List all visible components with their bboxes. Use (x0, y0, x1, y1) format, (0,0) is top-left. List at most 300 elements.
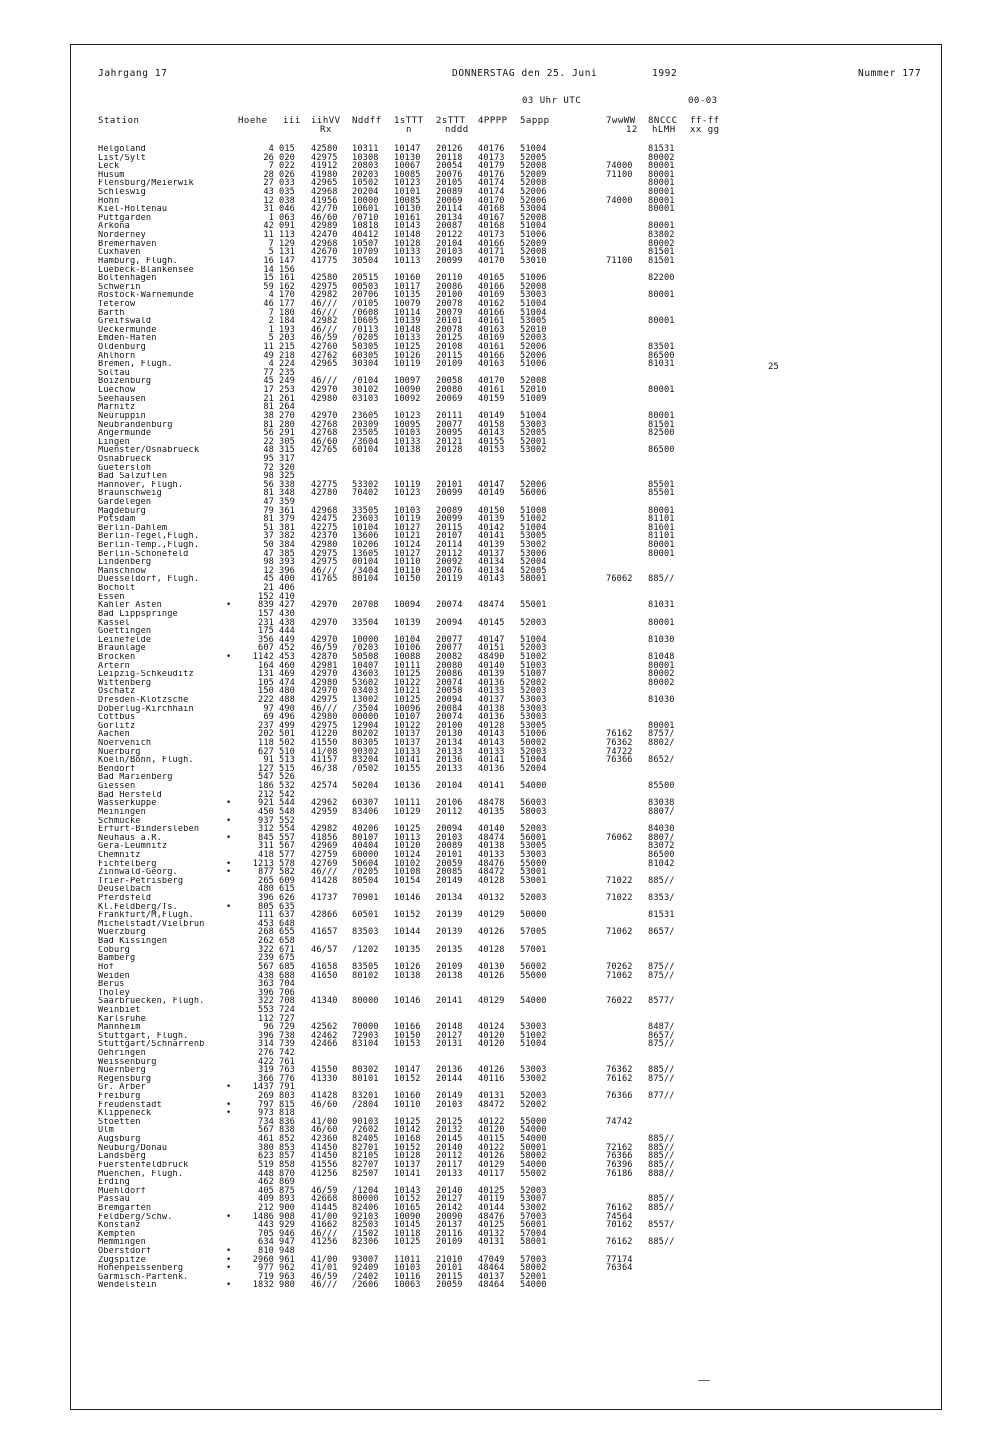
group-5appp: 57003 (520, 1254, 547, 1265)
group-8nccc: 8487/ (648, 1022, 675, 1033)
station-index: 706 (279, 987, 295, 998)
group-nddff: 82503 (352, 1220, 379, 1231)
group-5appp: 52009 (520, 169, 547, 180)
station-name: Erding (98, 1178, 130, 1187)
group-nddff: 80302 (352, 1065, 379, 1076)
group-7wwww: 74722 (606, 746, 633, 757)
station-name: Gardelegen (98, 497, 152, 507)
station-height: 118 (258, 738, 274, 749)
station-height: 157 (258, 608, 274, 619)
station-height: 175 (258, 626, 274, 637)
group-5appp: 53003 (520, 419, 547, 430)
group-2sttt: 20058 (436, 376, 463, 387)
group-8nccc: 8353/ (648, 893, 675, 904)
group-nddff: 40404 (352, 841, 379, 852)
group-ihvv: 41340 (311, 996, 338, 1007)
station-height: 97 (263, 703, 274, 714)
group-nddff: /0104 (352, 376, 379, 387)
station-height: 805 (258, 901, 274, 912)
group-4pppp: 40142 (478, 522, 505, 533)
table-row (98, 395, 778, 404)
group-ihvv: 42982 (311, 290, 338, 301)
group-4pppp: 40170 (478, 195, 505, 206)
group-nddff: 90103 (352, 1116, 379, 1127)
group-8nccc: 85500 (648, 781, 675, 792)
group-8nccc: 80002 (648, 152, 675, 163)
group-ihvv: 42989 (311, 221, 338, 232)
group-5appp: 55000 (520, 970, 547, 981)
col-c1: iihVV (311, 116, 341, 126)
station-index: 893 (279, 1194, 295, 1205)
station-name: Nuerburg (98, 747, 141, 757)
group-ihvv: 46/59 (311, 1271, 338, 1282)
station-height: 262 (258, 936, 274, 947)
station-name: Klippeneck (98, 1109, 152, 1118)
group-1sttt: 10063 (394, 1280, 421, 1291)
station-height: 27 (263, 178, 274, 189)
group-7wwww: 76162 (606, 1202, 633, 1213)
station-index: 348 (279, 488, 295, 499)
group-2sttt: 20133 (436, 763, 463, 774)
group-2sttt: 20086 (436, 669, 463, 680)
mountain-marker: • (226, 1108, 232, 1119)
group-2sttt: 20109 (436, 359, 463, 370)
group-4pppp: 48464 (478, 1263, 505, 1274)
group-1sttt: 10160 (394, 273, 421, 284)
station-index: 325 (279, 471, 295, 482)
station-index: 852 (279, 1134, 295, 1145)
station-name: Oschatz (98, 687, 136, 697)
station-index: 261 (279, 393, 295, 404)
group-nddff: 50204 (352, 781, 379, 792)
col-c5: 4PPPP (478, 116, 508, 126)
group-1sttt: 10103 (394, 1263, 421, 1274)
group-8nccc: 875// (648, 970, 675, 981)
group-nddff: 20708 (352, 600, 379, 611)
group-ihvv: 41765 (311, 574, 338, 585)
group-4pppp: 40174 (478, 187, 505, 198)
group-4pppp: 40168 (478, 204, 505, 215)
station-height: 845 (258, 832, 274, 843)
group-8nccc: 80001 (648, 617, 675, 628)
group-2sttt: 20103 (436, 832, 463, 843)
group-ihvv: 46/// (311, 298, 338, 309)
station-height: 98 (263, 557, 274, 568)
station-name: Bad Lippspringe (98, 609, 178, 619)
station-index: 452 (279, 643, 295, 654)
group-2sttt: 20111 (436, 410, 463, 421)
station-height: 5 (268, 247, 274, 258)
group-nddff: 10206 (352, 540, 379, 551)
station-index: 858 (279, 1159, 295, 1170)
group-8nccc: 888// (648, 1168, 675, 1179)
group-5appp: 57005 (520, 927, 547, 938)
col-c2: Nddff (352, 116, 382, 126)
group-5appp: 52004 (520, 557, 547, 568)
station-index: 567 (279, 841, 295, 852)
group-1sttt: 10079 (394, 298, 421, 309)
group-4pppp: 40131 (478, 1237, 505, 1248)
station-index: 091 (279, 221, 295, 232)
table-row (98, 782, 778, 791)
group-5appp: 51004 (520, 307, 547, 318)
station-name: Feldberg/Schw. (98, 1212, 173, 1222)
station-index: 235 (279, 367, 295, 378)
group-2sttt: 20112 (436, 548, 463, 559)
group-ihvv: 46/59 (311, 643, 338, 654)
station-index: 510 (279, 746, 295, 757)
station-index: 980 (279, 1280, 295, 1291)
group-nddff: 10308 (352, 152, 379, 163)
group-1sttt: 10123 (394, 178, 421, 189)
station-name: Chemnitz (98, 850, 141, 860)
station-index: 338 (279, 479, 295, 490)
station-index: 857 (279, 1151, 295, 1162)
station-index: 460 (279, 660, 295, 671)
group-1sttt: 10128 (394, 1151, 421, 1162)
group-5appp: 55001 (520, 600, 547, 611)
col-c6: 5appp (520, 116, 550, 126)
group-1sttt: 10143 (394, 221, 421, 232)
group-5appp: 51008 (520, 505, 547, 516)
station-name: Bremerhaven (98, 239, 157, 249)
group-nddff: 00000 (352, 712, 379, 723)
station-height: 15 (263, 273, 274, 284)
station-index: 022 (279, 161, 295, 172)
group-8nccc: 80001 (648, 204, 675, 215)
station-index: 544 (279, 798, 295, 809)
col-c7: 7wwWW (606, 116, 636, 126)
group-4pppp: 48474 (478, 600, 505, 611)
group-nddff: 60501 (352, 910, 379, 921)
station-height: 396 (258, 893, 274, 904)
group-4pppp: 40173 (478, 152, 505, 163)
group-2sttt: 20128 (436, 445, 463, 456)
group-4pppp: 40122 (478, 1116, 505, 1127)
group-1sttt: 10126 (394, 961, 421, 972)
station-height: 38 (263, 410, 274, 421)
station-name: Bad Kissingen (98, 937, 168, 946)
report-year: 1992 (652, 68, 678, 79)
station-height: 14 (263, 264, 274, 275)
station-index: 724 (279, 1004, 295, 1015)
group-1sttt: 10133 (394, 247, 421, 258)
group-4pppp: 40166 (478, 307, 505, 318)
group-2sttt: 20144 (436, 1073, 463, 1084)
group-nddff: 83503 (352, 927, 379, 938)
group-5appp: 54000 (520, 1134, 547, 1145)
group-5appp: 52008 (520, 376, 547, 387)
group-1sttt: 10108 (394, 867, 421, 878)
station-height: 56 (263, 428, 274, 439)
station-height: 11 (263, 342, 274, 353)
group-4pppp: 40144 (478, 1202, 505, 1213)
station-name: Görlitz (98, 721, 136, 731)
station-name: Hohn (98, 196, 120, 206)
group-1sttt: 10136 (394, 781, 421, 792)
group-5appp: 53002 (520, 1073, 547, 1084)
group-8nccc: 86500 (648, 849, 675, 860)
group-2sttt: 20074 (436, 600, 463, 611)
group-1sttt: 10165 (394, 1202, 421, 1213)
group-4pppp: 40138 (478, 703, 505, 714)
group-1sttt: 10141 (394, 755, 421, 766)
station-index: 381 (279, 522, 295, 533)
group-nddff: 80305 (352, 738, 379, 749)
station-height: 26 (263, 152, 274, 163)
station-height: 91 (263, 755, 274, 766)
station-name: Manschnow (98, 566, 146, 576)
station-height: 312 (258, 824, 274, 835)
group-1sttt: 10147 (394, 1065, 421, 1076)
group-5appp: 52003 (520, 686, 547, 697)
group-nddff: 82306 (352, 1237, 379, 1248)
station-height: 314 (258, 1039, 274, 1050)
station-height: 222 (258, 695, 274, 705)
group-nddff: 82707 (352, 1159, 379, 1170)
group-2sttt: 20115 (436, 350, 463, 361)
group-5appp: 50000 (520, 910, 547, 921)
station-name: Hannover, Flugh. (98, 480, 184, 490)
group-nddff: 83204 (352, 755, 379, 766)
group-nddff: 43603 (352, 669, 379, 680)
group-2sttt: 20082 (436, 651, 463, 662)
group-8nccc: 80001 (648, 169, 675, 180)
group-2sttt: 20140 (436, 1185, 463, 1196)
group-nddff: /1502 (352, 1228, 379, 1239)
station-index: 449 (279, 634, 295, 645)
group-4pppp: 40167 (478, 212, 505, 223)
station-index: 020 (279, 152, 295, 163)
station-table (98, 145, 778, 1290)
group-2sttt: 20076 (436, 169, 463, 180)
group-8nccc: 83501 (648, 342, 675, 353)
group-5appp: 53002 (520, 1202, 547, 1213)
station-index: 170 (279, 290, 295, 301)
group-nddff: 10502 (352, 178, 379, 189)
group-7wwww: 71022 (606, 893, 633, 904)
group-4pppp: 40122 (478, 1142, 505, 1153)
station-name: Frankfurt/M,Flugh. (98, 911, 194, 920)
station-name: Regensburg (98, 1074, 152, 1084)
table-row (98, 257, 778, 266)
station-height: 81 (263, 514, 274, 525)
station-name: Cuxhaven (98, 248, 141, 257)
station-index: 410 (279, 591, 295, 602)
station-name: Ueckermünde (98, 325, 157, 335)
group-4pppp: 40161 (478, 385, 505, 396)
group-nddff: 83104 (352, 1039, 379, 1050)
group-2sttt: 20078 (436, 298, 463, 309)
station-name: Hohenpeissenberg (98, 1264, 184, 1273)
group-nddff: 10000 (352, 195, 379, 206)
station-name: Magdeburg (98, 506, 146, 516)
group-5appp: 51004 (520, 144, 547, 154)
group-ihvv: 41428 (311, 1091, 338, 1102)
group-2sttt: 20136 (436, 1065, 463, 1076)
group-5appp: 52008 (520, 281, 547, 292)
group-1sttt: 10153 (394, 1039, 421, 1050)
group-4pppp: 40168 (478, 221, 505, 232)
group-ihvv: 42670 (311, 247, 338, 258)
station-height: 877 (258, 867, 274, 878)
group-nddff: 70000 (352, 1022, 379, 1033)
station-height: 1213 (252, 858, 274, 869)
group-ihvv: 42/70 (311, 204, 338, 215)
mountain-marker: • (226, 1211, 232, 1222)
group-7wwww: 76162 (606, 1073, 633, 1084)
table-row (98, 1040, 778, 1049)
group-1sttt: 10088 (394, 651, 421, 662)
group-1sttt: 10130 (394, 152, 421, 163)
station-name: Essen (98, 592, 125, 602)
group-4pppp: 40133 (478, 686, 505, 697)
group-8nccc: 80001 (648, 410, 675, 421)
issue-number: Nummer 177 (858, 68, 922, 79)
group-4pppp: 40134 (478, 557, 505, 568)
group-4pppp: 40136 (478, 677, 505, 688)
station-name: List/Sylt (98, 153, 146, 163)
group-8nccc: 80002 (648, 669, 675, 680)
group-5appp: 51002 (520, 514, 547, 525)
group-2sttt: 20141 (436, 996, 463, 1007)
group-5appp: 53005 (520, 531, 547, 542)
group-4pppp: 40166 (478, 350, 505, 361)
station-index: 671 (279, 944, 295, 955)
group-ihvv: 41662 (311, 1220, 338, 1231)
group-4pppp: 40131 (478, 1091, 505, 1102)
mountain-marker: • (226, 798, 232, 809)
group-2sttt: 20054 (436, 161, 463, 172)
group-ihvv: 42982 (311, 824, 338, 835)
group-8nccc: 80002 (648, 677, 675, 688)
station-index: 688 (279, 970, 295, 981)
station-name: Luechow (98, 386, 136, 395)
station-name: Neubrandenburg (98, 420, 173, 430)
group-1sttt: 10154 (394, 875, 421, 886)
group-1sttt: 10103 (394, 428, 421, 439)
station-height: 131 (258, 669, 274, 680)
group-nddff: 72903 (352, 1030, 379, 1041)
group-1sttt: 10127 (394, 548, 421, 559)
station-height: 212 (258, 1202, 274, 1213)
group-1sttt: 10138 (394, 445, 421, 456)
group-2sttt: 20058 (436, 686, 463, 697)
station-name: Dresden-Klotzsche (98, 696, 189, 705)
station-index: 280 (279, 419, 295, 430)
station-name: Saarbruecken, Flugh. (98, 997, 205, 1006)
group-5appp: 52006 (520, 187, 547, 198)
group-1sttt: 10119 (394, 479, 421, 490)
station-name: Doberlug-Kirchhain (98, 704, 194, 714)
group-4pppp: 40116 (478, 1073, 505, 1084)
group-5appp: 54000 (520, 781, 547, 792)
group-nddff: 20803 (352, 161, 379, 172)
group-1sttt: 10096 (394, 703, 421, 714)
station-index: 063 (279, 212, 295, 223)
station-height: 1486 (252, 1211, 274, 1222)
station-height: 4 (268, 359, 274, 370)
station-index: 161 (279, 273, 295, 284)
group-2sttt: 20118 (436, 152, 463, 163)
group-1sttt: 10111 (394, 798, 421, 809)
station-height: 164 (258, 660, 274, 671)
station-index: 648 (279, 918, 295, 929)
group-4pppp: 40179 (478, 161, 505, 172)
group-1sttt: 10146 (394, 996, 421, 1007)
group-ihvv: 42982 (311, 316, 338, 327)
col-c3-sub: n (406, 125, 412, 135)
table-row (98, 894, 778, 903)
group-4pppp: 40155 (478, 436, 505, 447)
group-nddff: 82405 (352, 1134, 379, 1145)
station-height: 127 (258, 763, 274, 774)
station-height: 98 (263, 471, 274, 482)
group-ihvv: 42968 (311, 505, 338, 516)
station-name: Freudenstadt (98, 1100, 162, 1110)
station-index: 393 (279, 557, 295, 568)
station-index: 406 (279, 583, 295, 594)
station-height: 567 (258, 1125, 274, 1136)
group-7wwww: 72162 (606, 1142, 633, 1153)
group-5appp: 51003 (520, 660, 547, 671)
table-row (98, 911, 778, 920)
group-5appp: 56003 (520, 798, 547, 809)
group-nddff: 60104 (352, 445, 379, 456)
group-ihvv: 41657 (311, 927, 338, 938)
station-index: 253 (279, 385, 295, 396)
group-4pppp: 48490 (478, 651, 505, 662)
station-height: 1832 (252, 1280, 274, 1291)
group-7wwww: 76022 (606, 996, 633, 1007)
station-index: 026 (279, 169, 295, 180)
group-nddff: 30304 (352, 359, 379, 370)
station-name: Schwerin (98, 282, 141, 292)
group-5appp: 52004 (520, 763, 547, 774)
group-2sttt: 20149 (436, 1091, 463, 1102)
station-name: Helgoland (98, 145, 146, 154)
station-name: Ulm (98, 1126, 114, 1136)
group-1sttt: 10122 (394, 720, 421, 731)
group-ihvv: 41856 (311, 832, 338, 843)
station-name: Wuerzburg (98, 928, 146, 938)
station-height: 81 (263, 488, 274, 499)
station-index: 615 (279, 884, 295, 895)
group-1sttt: 10130 (394, 204, 421, 215)
group-ihvv: 42969 (311, 841, 338, 852)
station-height: 47 (263, 548, 274, 559)
group-nddff: 10104 (352, 522, 379, 533)
station-name: Puttgarden (98, 213, 152, 223)
group-nddff: 50604 (352, 858, 379, 869)
group-8nccc: 81101 (648, 531, 675, 542)
col-c4-sub: nddd (445, 125, 469, 135)
station-name: Muehldorf (98, 1186, 146, 1196)
group-ihvv: 42765 (311, 445, 338, 456)
group-2sttt: 20084 (436, 703, 463, 714)
group-nddff: 83406 (352, 806, 379, 817)
group-8nccc: 885// (648, 1194, 675, 1205)
group-nddff: /2602 (352, 1125, 379, 1136)
station-name: Seehausen (98, 394, 146, 404)
group-4pppp: 40176 (478, 169, 505, 180)
group-4pppp: 40134 (478, 565, 505, 576)
group-nddff: 83505 (352, 961, 379, 972)
group-4pppp: 40120 (478, 1125, 505, 1136)
group-4pppp: 40129 (478, 1159, 505, 1170)
group-nddff: /2606 (352, 1280, 379, 1291)
group-2sttt: 20149 (436, 875, 463, 886)
